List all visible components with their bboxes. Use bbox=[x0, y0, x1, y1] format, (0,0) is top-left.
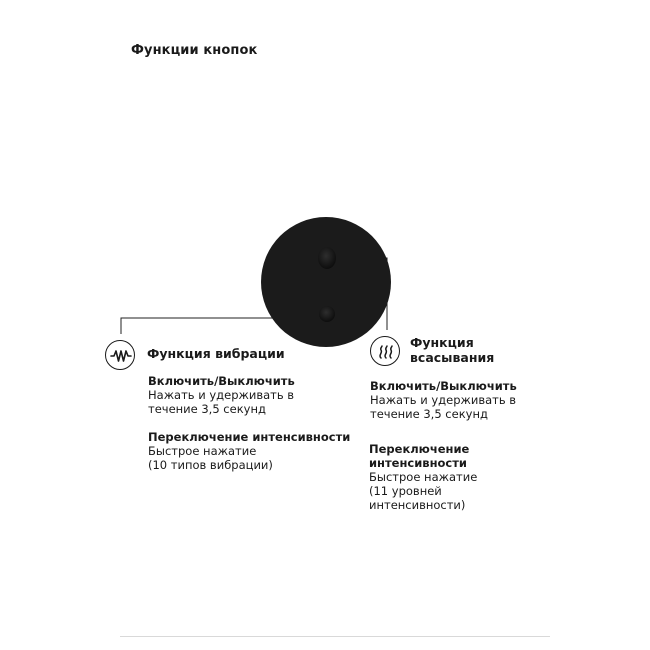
vibration-button[interactable] bbox=[319, 306, 335, 322]
suction-power-text: Нажать и удерживать в bbox=[370, 393, 517, 407]
suction-intensity-block bbox=[369, 442, 477, 512]
vibration-function-title: Функция вибрации bbox=[147, 346, 285, 361]
vibration-power-text: Нажать и удерживать в bbox=[148, 388, 295, 402]
suction-title-line: Функция bbox=[410, 335, 474, 350]
vibration-wave-icon bbox=[105, 340, 135, 370]
suction-function-title bbox=[410, 335, 494, 365]
vibration-power-text: течение 3,5 секунд bbox=[148, 402, 266, 416]
suction-intensity-heading: Переключение bbox=[369, 442, 470, 456]
suction-title-line: всасывания bbox=[410, 350, 495, 365]
suction-power-block bbox=[370, 379, 517, 421]
suction-intensity-heading: интенсивности bbox=[369, 456, 467, 470]
suction-intensity-text: Быстрое нажатие bbox=[369, 470, 478, 484]
suction-flame-icon bbox=[370, 336, 400, 366]
vibration-intensity-text: Быстрое нажатие bbox=[148, 444, 257, 458]
vibration-power-heading: Включить/Выключить bbox=[148, 374, 295, 388]
device-body bbox=[261, 217, 391, 347]
vibration-intensity-block bbox=[148, 430, 350, 472]
suction-power-text: течение 3,5 секунд bbox=[370, 407, 488, 421]
vibration-intensity-text: (10 типов вибрации) bbox=[148, 458, 273, 472]
suction-button[interactable] bbox=[318, 247, 336, 269]
vibration-intensity-heading: Переключение интенсивности bbox=[148, 430, 351, 444]
suction-intensity-text: (11 уровней bbox=[369, 484, 442, 498]
bottom-divider bbox=[120, 636, 550, 637]
suction-power-heading: Включить/Выключить bbox=[370, 379, 517, 393]
page-title: Функции кнопок bbox=[131, 43, 258, 58]
vibration-power-block bbox=[148, 374, 295, 416]
suction-intensity-text: интенсивности) bbox=[369, 498, 466, 512]
